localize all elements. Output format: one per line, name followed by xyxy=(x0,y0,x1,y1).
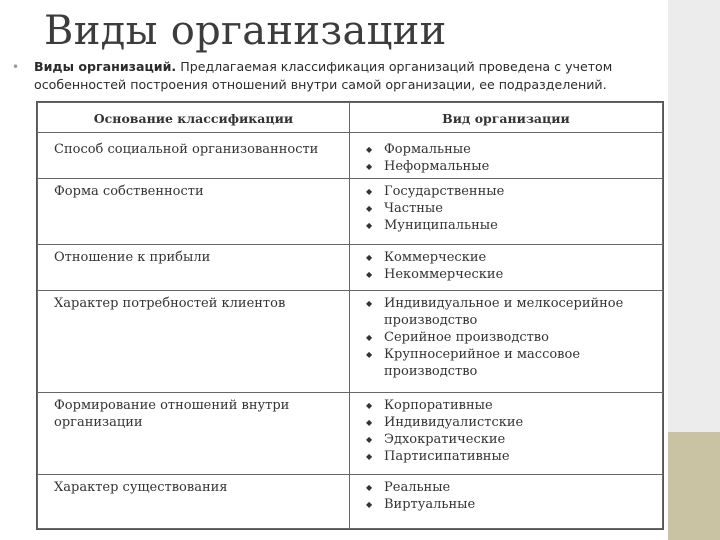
list-item: ◆ Индивидуальное и мелкосерийное производство xyxy=(366,295,650,329)
bullet-icon: • xyxy=(12,60,20,74)
slide-title: Виды организации xyxy=(44,8,447,54)
header-basis: Основание классификации xyxy=(38,103,350,133)
types-list xyxy=(366,141,650,175)
list-item: ◆ Некоммерческие xyxy=(366,266,650,283)
basis-cell: Отношение к прибыли xyxy=(38,245,350,291)
table-header-row xyxy=(38,103,663,133)
list-item: ◆ Индивидуалистские xyxy=(366,414,650,431)
table-row xyxy=(38,291,663,393)
basis-cell: Формирование отношений внутри организации xyxy=(38,393,350,475)
intro-bold: Виды организаций. xyxy=(34,59,177,74)
list-item: ◆ Партисипативные xyxy=(366,448,650,465)
types-list xyxy=(366,479,650,513)
table-row xyxy=(38,475,663,529)
list-item: ◆ Крупносерийное и массовое производство xyxy=(366,346,650,380)
side-decor-accent xyxy=(668,432,720,540)
table-row xyxy=(38,393,663,475)
intro-paragraph xyxy=(12,58,664,94)
types-cell xyxy=(350,291,663,393)
list-item: ◆ Муниципальные xyxy=(366,217,650,234)
table-row xyxy=(38,245,663,291)
intro-body: Предлагаемая классификация организаций проведена с учетом особенностей построения отношений внутри самой организации, ее подразделений. xyxy=(34,59,613,92)
list-item: ◆ Коммерческие xyxy=(366,249,650,266)
basis-cell: Характер потребностей клиентов xyxy=(38,291,350,393)
types-cell xyxy=(350,475,663,529)
table-row xyxy=(38,133,663,179)
list-item: ◆ Формальные xyxy=(366,141,650,158)
types-list xyxy=(366,183,650,234)
classification-table xyxy=(36,101,664,530)
list-item: ◆ Виртуальные xyxy=(366,496,650,513)
types-cell xyxy=(350,245,663,291)
list-item: ◆ Реальные xyxy=(366,479,650,496)
intro-text xyxy=(34,58,664,94)
list-item: ◆ Частные xyxy=(366,200,650,217)
list-item: ◆ Эдхократические xyxy=(366,431,650,448)
basis-cell: Характер существования xyxy=(38,475,350,529)
types-cell xyxy=(350,393,663,475)
list-item: ◆ Серийное производство xyxy=(366,329,650,346)
basis-cell: Форма собственности xyxy=(38,179,350,245)
types-cell xyxy=(350,179,663,245)
header-type: Вид организации xyxy=(350,103,663,133)
list-item: ◆ Государственные xyxy=(366,183,650,200)
list-item: ◆ Неформальные xyxy=(366,158,650,175)
types-list xyxy=(366,295,650,380)
types-list xyxy=(366,249,650,283)
table-row xyxy=(38,179,663,245)
types-cell xyxy=(350,133,663,179)
types-list xyxy=(366,397,650,465)
basis-cell: Способ социальной организованности xyxy=(38,133,350,179)
list-item: ◆ Корпоративные xyxy=(366,397,650,414)
